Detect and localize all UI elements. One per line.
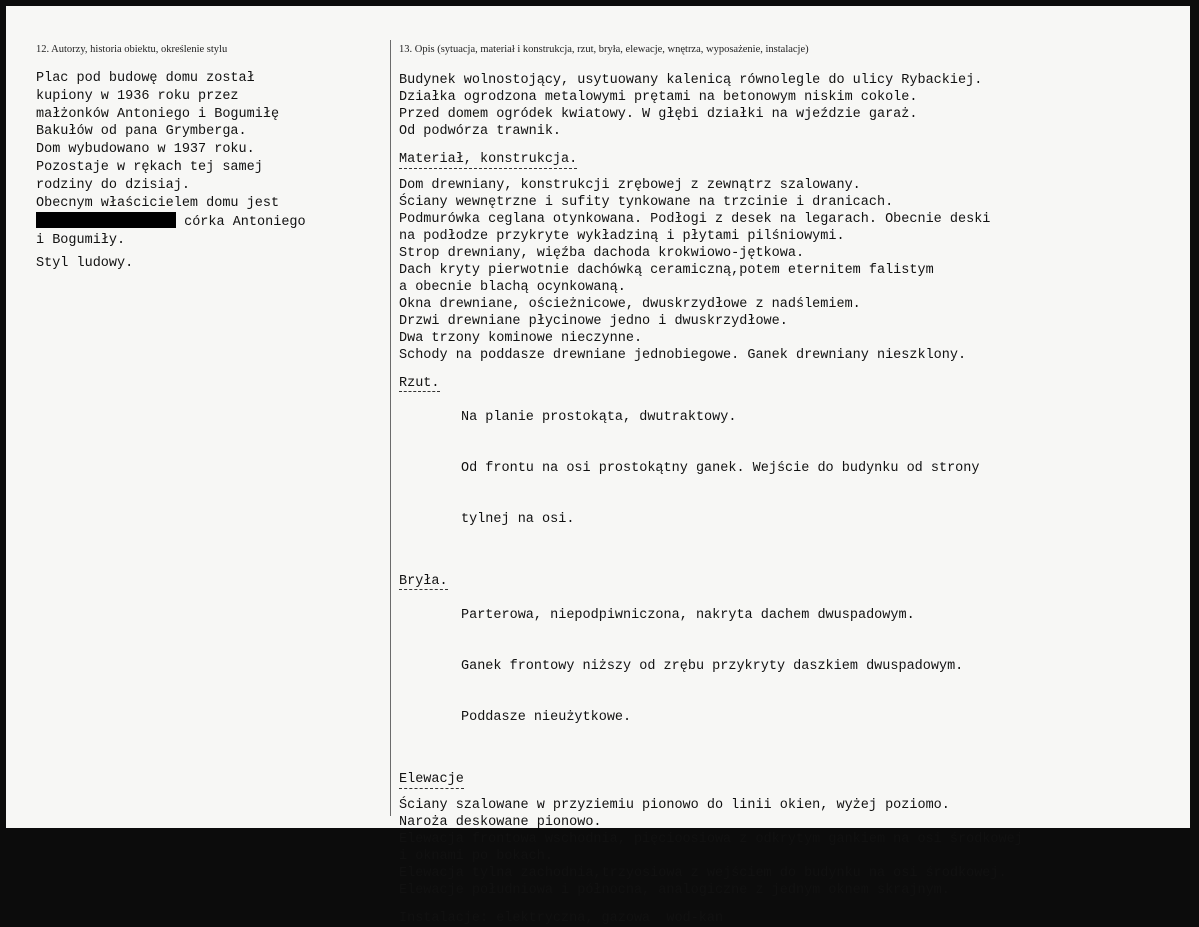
elewacje-line: Naroża deskowane pionowo. bbox=[399, 815, 602, 830]
material-heading: Materiał, konstrukcja. bbox=[399, 152, 578, 167]
history-line: Plac pod budowę domu został bbox=[36, 71, 255, 86]
material-line: Dwa trzony kominowe nieczynne. bbox=[399, 331, 643, 346]
rzut-section bbox=[399, 375, 1189, 562]
elewacje-line: Elewacje południowa i północna, analogiczne z jednym oknem skrajnym. bbox=[399, 883, 950, 898]
redacted-suffix: córka Antoniego bbox=[176, 215, 306, 231]
rzut-label: Rzut. bbox=[399, 376, 440, 391]
material-line: Podmurówka ceglana otynkowana. Podłogi z desek na legarach. Obecnie deski bbox=[399, 212, 991, 227]
style-line: Styl ludowy. bbox=[36, 255, 134, 271]
rzut-line: Na planie prostokąta, dwutraktowy. bbox=[461, 410, 737, 425]
history-line: Dom wybudowano w 1937 roku. bbox=[36, 142, 255, 158]
history-line: i Bogumiły. bbox=[36, 233, 126, 249]
bryla-section bbox=[399, 573, 1189, 760]
history-line: Obecnym właścicielem domu jest bbox=[36, 195, 280, 211]
material-line: Dach kryty pierwotnie dachówką ceramiczną,potem eternitem falistym bbox=[399, 263, 934, 278]
bryla-line: Poddasze nieużytkowe. bbox=[461, 710, 632, 725]
history-line: Bakułów od pana Grymberga. bbox=[36, 124, 247, 140]
history-line-redacted bbox=[36, 212, 381, 232]
material-line: Drzwi drewniane płycinowe jedno i dwuskrzydłowe. bbox=[399, 314, 788, 329]
elewacje-line: Ściany szalowane w przyziemiu pionowo do linii okien, wyżej poziomo. bbox=[399, 798, 950, 813]
history-column bbox=[36, 70, 381, 273]
description-column bbox=[399, 72, 1189, 927]
elewacje-line: Elewacja frontowa wschodnia, pięcioosiowa z odkrytym gankiem na osi środkowej bbox=[399, 832, 1023, 847]
material-line: Dom drewniany, konstrukcji zrębowej z zewnątrz szalowany. bbox=[399, 178, 861, 193]
instalacje-line: Instalacje: elektryczna, gazowa wod-kan bbox=[399, 911, 724, 926]
material-line: a obecnie blachą ocynkowaną. bbox=[399, 280, 626, 295]
elewacje-line: Elewacja tylna zachodnia,trzyosiowa z wejściem do budynku na osi środkowej. bbox=[399, 866, 1007, 881]
material-line: na podłodze przykryte wykładziną i płytami pilśniowymi. bbox=[399, 229, 845, 244]
section-12-header: 12. Autorzy, historia obiektu, określenie stylu bbox=[36, 44, 228, 55]
history-line: kupiony w 1936 roku przez bbox=[36, 88, 239, 104]
material-line: Ściany wewnętrzne i sufity tynkowane na trzcinie i dranicach. bbox=[399, 195, 894, 210]
section-13-header: 13. Opis (sytuacja, materiał i konstrukcja, rzut, bryła, elewacje, wnętrza, wyposażenie, instalacje) bbox=[399, 44, 809, 55]
intro-line: Przed domem ogródek kwiatowy. W głębi działki na wjeździe garaż. bbox=[399, 107, 918, 122]
intro-line: Działka ogrodzona metalowymi prętami na betonowym niskim cokole. bbox=[399, 90, 918, 105]
rzut-line: tylnej na osi. bbox=[461, 512, 575, 527]
material-line: Schody na poddasze drewniane jednobiegowe. Ganek drewniany nieszklony. bbox=[399, 348, 967, 363]
rzut-line: Od frontu na osi prostokątny ganek. Wejście do budynku od strony bbox=[461, 461, 980, 476]
bryla-label: Bryła. bbox=[399, 574, 448, 589]
bryla-line: Ganek frontowy niższy od zrębu przykryty daszkiem dwuspadowym. bbox=[461, 659, 964, 674]
history-line: Pozostaje w rękach tej samej bbox=[36, 159, 263, 175]
history-line: rodziny do dzisiaj. bbox=[36, 177, 190, 193]
intro-line: Budynek wolnostojący, usytuowany kalenicą równolegle do ulicy Rybackiej. bbox=[399, 73, 983, 88]
elewacje-line: i oknami po bokach. bbox=[399, 849, 553, 864]
redaction-bar bbox=[36, 212, 176, 228]
column-divider bbox=[390, 40, 391, 816]
material-line: Strop drewniany, więźba dachoda krokwiowo-jętkowa. bbox=[399, 246, 805, 261]
elewacje-heading: Elewacje bbox=[399, 772, 464, 787]
material-line: Okna drewniane, ościeżnicowe, dwuskrzydłowe z nadślemiem. bbox=[399, 297, 861, 312]
bryla-line: Parterowa, niepodpiwniczona, nakryta dachem dwuspadowym. bbox=[461, 608, 915, 623]
history-line: małżonków Antoniego i Bogumiłę bbox=[36, 106, 280, 122]
intro-line: Od podwórza trawnik. bbox=[399, 124, 562, 139]
document-sheet bbox=[6, 6, 1190, 926]
